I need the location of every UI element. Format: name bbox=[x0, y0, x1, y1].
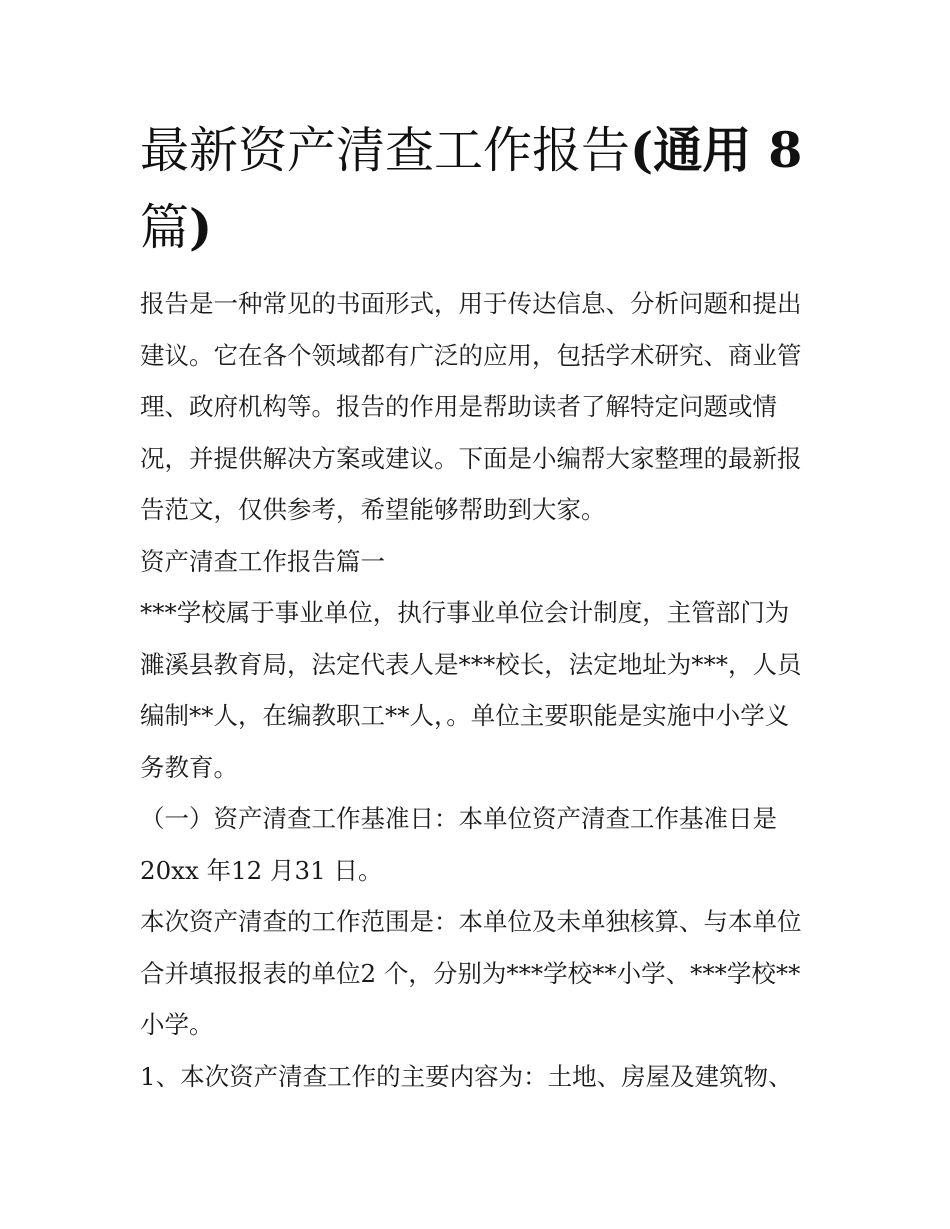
section-heading: 资产清查工作报告篇一 bbox=[140, 546, 385, 576]
content-paragraph: 1、本次资产清查工作的主要内容为：土地、房屋及建筑物、 bbox=[140, 1061, 793, 1091]
intro-paragraph: 报告是一种常见的书面形式，用于传达信息、分析问题和提出建议。它在各个领域都有广泛的应用，包括学术研究、商业管理、政府机构等。报告的作用是帮助读者了解特定问题或情况，并提供解决方案或建议。下面是小编帮大家整理的最新报告范文，仅供参考，希望能够帮助到大家。 bbox=[140, 289, 802, 524]
title-text: 最新资产清查工作报告 bbox=[140, 122, 631, 179]
base-date-paragraph: （一）资产清查工作基准日：本单位资产清查工作基准日是20xx 年12 月31 日。 bbox=[140, 804, 777, 885]
unit-description-paragraph: ***学校属于事业单位，执行事业单位会计制度，主管部门为濉溪县教育局，法定代表人是***校长，法定地址为***，人员编制**人，在编教职工**人，。单位主要职能是实施中小学义务教育。 bbox=[140, 598, 802, 782]
title-paren-open: (通用 8 bbox=[630, 121, 803, 179]
title-text-end: 篇 bbox=[140, 199, 190, 256]
scope-paragraph: 本次资产清查的工作范围是：本单位及未单独核算、与本单位合并填报报表的单位2 个，分别为***学校**小学、***学校**小学。 bbox=[140, 907, 802, 1039]
title-paren-close: ) bbox=[189, 198, 213, 256]
document-title bbox=[140, 112, 820, 266]
document-body bbox=[140, 278, 812, 1102]
